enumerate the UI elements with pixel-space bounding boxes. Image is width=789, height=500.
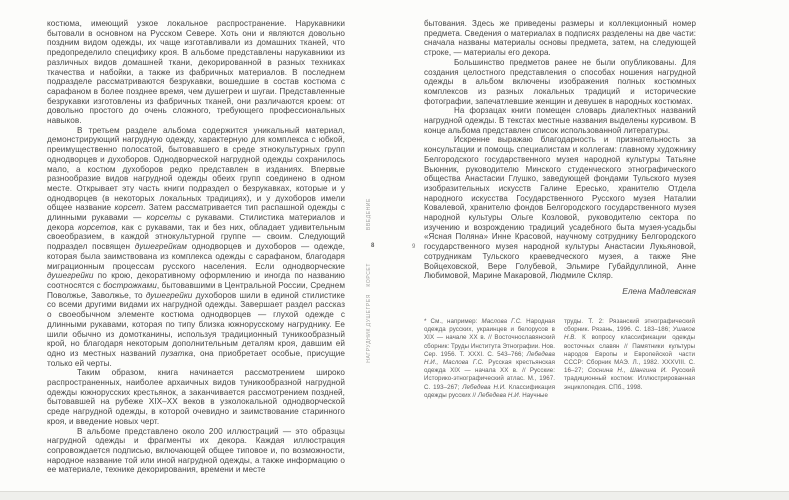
footnote-column-2: труды. Т. 2: Рязанский этнографический сборник. Рязань, 1996. С. 183–186; Ушаков Н.В. К вопросу классификации одежды восточных славян // Памятники культуры народов Европы и Европейской части СССР: Сборник МАЭ. Л., 1982. XXXVIII. С. 16–27; Соснина Н., Шангина И. Русский традиционный костюм: Иллюстрированная энциклопедия. СПб., 1998.	[564, 318, 696, 391]
page-number-right: 9	[412, 244, 416, 250]
page-number-left: 8	[371, 243, 375, 249]
paragraph: бытования. Здесь же приведены размеры и коллекционный номер предмета. Сведения о материалах в подписях разделены на две части: сначала названы материалы основы предмета, затем, на следующей строке, — материалы его декора.	[424, 19, 696, 58]
paragraph: В альбоме представлено около 200 иллюстраций — это образцы нагрудной одежды и фрагменты их декора. Каждая иллюстрация сопровождается подписью, включающей общее типовое и, по возможности, народное название той или иной нагрудной одежды, а также информацию о ее материале, технике декорирования, времени и месте	[47, 426, 345, 475]
paragraph: Таким образом, книга начинается рассмотрением широко распространенных, наиболее архаичных видов туникообразной нагрудной одежды южнорусских крестьянок, а заканчивается рассмотрением поздней, бытовавшей на рубеже XIX–XX веков в узколокальной однодворческой среде нагрудной одежды, в которой очевидно и заимствование старинного кроя, и введение новых черт.	[47, 368, 345, 426]
footnote-block	[424, 318, 696, 400]
paragraph: костюма, имеющий узкое локальное распространение. Нарукавники бытовали в основном на Русском Севере. Хоть они и являются довольно поздним видом одежды, их чаще изготавливали из домашних тканей, что предопределило специфику кроя. В альбоме представлены нарукавники из различных видов домашней ткани, декорированной в разных техниках ткачества и набойки, а также из фабричных материалов. В последнем подразделе рассматриваются безрукавки, вошедшие в состав костюма с сарафаном в более позднее время, чем душегреи и шугаи. Представленные безрукавки изготовлены из фабричных тканей, они различаются кроем: от довольно простого до очень сложного, требующего профессиональных навыков.	[47, 19, 345, 126]
left-page-text-column	[47, 19, 345, 475]
paragraph: Большинство предметов ранее не были опубликованы. Для создания целостного представления о способах ношения нагрудной одежды в альбом включены изображения полных костюмных комплексов из разных локальных традиций и исторические фотографии, запечатлевшие женщин и девушек в народных костюмах.	[424, 57, 696, 106]
paragraph: Искренне выражаю благодарность и признательность за консультации и помощь специалистам и коллегам: главному художнику Белгородского государственного музея народной культуры Татьяне Вьюнник, руководителю Минского студенческого этнографического общества Анастасии Глушко, заведующей фондами Тульского музея изобразительных искусств Галине Ересько, хранителю Отдела народного искусства Государственного Русского музея Наталии Ковалевой, хранителю фондов Белгородского государственного музея народной культуры Ольге Козловой, руководителю сектора по изучению и возрождению традиций усадебного быта музея-усадьбы «Ясная Поляна» Инне Красовой, научному сотруднику Белгородского государственного музея народной культуры Анастасии Лукьяновой, сотрудникам Тульского краеведческого музея, а также Яне Войцеховской, Вере Голубевой, Эльмире Губайдуллиной, Анне Любимовой, Марине Макаровой, Людмиле Скляр.	[424, 135, 696, 281]
paragraph: На форзацах книги помещен словарь диалектных названий нагрудной одежды. В текстах местные названия выделены курсивом. В конце альбома представлен список использованной литературы.	[424, 106, 696, 135]
right-page-text-column	[424, 19, 696, 296]
footnote-column-1: * См., например: Маслова Г.С. Народная одежда русских, украинцев и белорусов в XIX — начале XX в. // Восточнославянский сборник: Труды Института Этнографии. Нов. Сер. 1956. Т. XXXI. С. 543–766; Лебедева Н.И., Маслова Г.С. Русская крестьянская одежда XIX — начала XX в. // Русские: Историко-этнографический атлас. М., 1967. С. 193–267; Лебедева Н.И. Классификация одежды русских // Лебедева Н.И. Научные	[424, 318, 555, 399]
author-signature: Елена Мадлевская	[622, 285, 696, 296]
margin-section-label: ДУШЕГРЕЯ	[366, 294, 372, 327]
margin-section-label: ВВЕДЕНИЕ	[366, 198, 372, 231]
paragraph: В третьем разделе альбома содержится уникальный материал, демонстрирующий нагрудную одежду, характерную для комплекса с юбкой, преимущественно полосатой, бытовавшего в среде этнокультурных групп однодворцев и духоборов. Однодворческой нагрудной одежды сохранилось мало, а костюм духоборов редко представлен в изданиях. Впервые разнообразие видов нагрудной одежды обеих групп соединено в одном месте. Открывает эту часть книги подраздел о безрукавках, которые и у однодворцев (в некоторых локальных традициях), и у духоборов имели общее название корсет. Затем рассматривается тип распашной одежды с длинными рукавами — корсеты с рукавами. Стилистика материалов и декора корсетов, как с рукавами, так и без них, обладает удивительным своеобразием, в каждой этнокультурной группе — своим. Следующий подраздел посвящен душегрейкам однодворцев и духоборов — одежде, которая была заимствована из комплекса одежды с сарафаном, благодаря миграционным процессам русского населения. Если однодворческие душегрейки по крою, декоративному оформлению и иногда по названию соотносятся с бострожками, бытовавшими в Центральной России, Среднем Поволжье, Заволжье, то душегрейки духоборов шили в единой стилистике со всеми другими видами их нагрудной одежды. Завершает раздел рассказ о своеобычном элементе костюма однодворцев — глухой одежде с длинными рукавами, которая по типу близка южнорусскому нагруднику. Ее шили обычно из домотканины, используя традиционный туникообразный крой, но благодаря некоторым дополнительным деталям кроя, давшим ей одно из местных названий пузатка, она приобретает особые, присущие только ей черты.	[47, 125, 346, 368]
margin-section-label: КОРСЕТ	[366, 263, 372, 287]
margin-section-label: НАГРУДНИК	[366, 328, 372, 363]
page-bottom-edge	[0, 491, 789, 500]
